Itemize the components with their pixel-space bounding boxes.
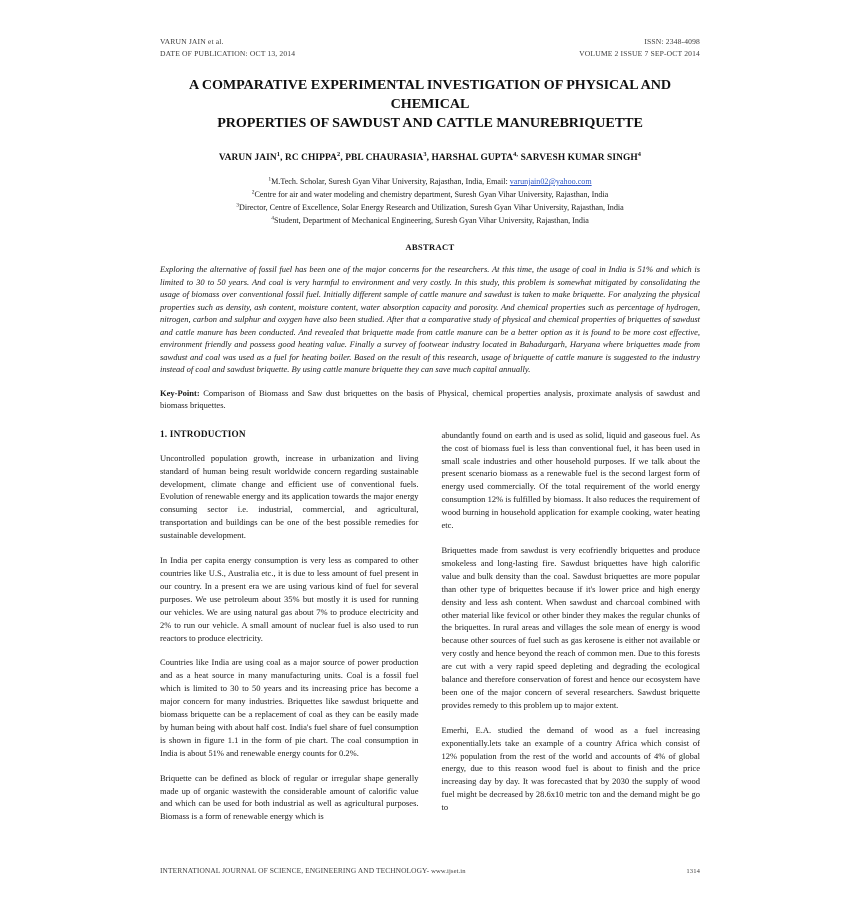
running-head [160, 36, 700, 60]
affiliation-item [160, 201, 700, 214]
paragraph: Briquettes made from sawdust is very ecofriendly briquettes and produce smokeless and long-lasting fire. Sawdust briquettes have high calorific value and bulk density than the coal. Sawdust briquettes are more popular than other type of briquettes because if it's lower price and high energy density and less ash content. When sawdust and charcoal combined with other material like fevicol or other binder they makes the regular chunks of the briquettes. In rural areas and villages the sole mean of energy is wood because other sources of fuel such as gas kerosene is either not available or very costly and hence beyond the reach of common men. Due to this forests are cut with a very rapid speed depleting and degrading the ecological balance and therefore conservation of forest and hence our ecosystem have been one of the major concern of several researchers. Sawdust briquette provides remedy to this problem up to major extent. [441, 544, 700, 710]
running-head-right [579, 36, 700, 60]
running-head-author: VARUN JAIN et al. [160, 37, 224, 46]
keypoint-line [160, 387, 700, 412]
abstract-heading: ABSTRACT [405, 242, 455, 253]
affiliation-marker: 1 [268, 176, 272, 183]
affiliation-text: Director, Centre of Excellence, Solar Energy Research and Utilization, Suresh Gyan Vihar University, Rajasthan, India [239, 203, 624, 213]
affiliation-text: Student, Department of Mechanical Engineering, Suresh Gyan Vihar University, Rajasthan, India [273, 216, 589, 226]
affiliation-marker: 2 [251, 189, 255, 196]
page-footer [160, 866, 700, 875]
article-title-line-2: PROPERTIES OF SAWDUST AND CATTLE MANUREBRIQUETTE [217, 115, 643, 132]
section-heading-introduction: 1. INTRODUCTION [160, 428, 246, 439]
body-columns [160, 429, 700, 824]
abstract-body: Exploring the alternative of fossil fuel has been one of the major concerns for the researchers. At this time, the usage of coal in India is 51% and which is limited to 30 to 50 years. And coal is very harmful to environment and very costly. In this study, this problem is somewhat mitigated by consolidating the usage of biomass over conventional fossil fuel. Initially different sample of cattle manure and sawdust is taken to make briquette. For analyzing the physical properties such as density, ash content, moisture content, water absorption capacity and porosity. And chemical properties such as percentage of hydrogen, nitrogen, carbon and sulphur and oxygen have also been studied. After that a comparative study of physical and chemical properties of briquettes of sawdust and cattle manure has been conducted. And revealed that briquette made from cattle manure can be a better option as it is found to be more cost effective, environment friendly and possess good heating value. Finally a survey of footwear industry located in Bahadurgarh, Haryana where briquettes made from sawdust and coal was used as a fuel for heating boiler. Based on the result of this research, usage of briquette of cattle manure is suggested to the industry instead of coal and sawdust briquette. By using cattle manure briquette they can save much capital annually. [160, 264, 700, 375]
article-title-line-1: A COMPARATIVE EXPERIMENTAL INVESTIGATION OF PHYSICAL AND CHEMICAL [189, 76, 671, 112]
running-head-left [160, 36, 295, 60]
affiliation-list [160, 175, 700, 227]
keypoint-text: Comparison of Biomass and Saw dust briquettes on the basis of Physical, chemical properties analysis, proximate analysis of sawdust and biomass briquettes. [160, 387, 700, 411]
page-title [160, 76, 700, 134]
author-list: VARUN JAIN$^1$, RC CHIPPA$^2$, PBL CHAURASIA$^3$, HARSHAL $GUPTA^{4,}$ SARVESH KUMAR SINGH$^4$ [218, 150, 642, 163]
affiliation-item [160, 175, 700, 188]
issn-text: ISSN: 2348-4098 [644, 37, 700, 46]
affiliation-item [160, 214, 700, 227]
page-number: 1314 [686, 868, 700, 875]
footer-journal-line [160, 866, 466, 875]
paragraph: Emerhi, E.A. studied the demand of wood as a fuel increasing exponentially.lets take an example of a country Africa which consist of 12% population from the rest of the world and accounts of 4% of global energy, due to this reason wood fuel is about to finish and the price increasing day by day. It was forecasted that by 2030 the supply of wood fuel might be decreased by 28.6x10 metric ton and the demand might be go to [441, 724, 700, 813]
volume-issue-text: VOLUME 2 ISSUE 7 SEP-OCT 2014 [579, 48, 700, 58]
affiliation-marker: 4 [271, 215, 274, 222]
footer-journal-name: INTERNATIONAL JOURNAL OF SCIENCE, ENGINEERING AND TECHNOLOGY- [160, 866, 430, 875]
paragraph: Countries like India are using coal as a major source of power production and as a heat source in many manufacturing units. Coal is a fossil fuel which is limited to 30 to 50 years and its increasing price has become a major concern for many industries. Briquettes like sawdust briquette and biomass briquette can be a replacement of coal as they can be easily made by human being with about half cost. India's fuel share of fuel consumption is shown in figure 1.1 in the form of pie chart. The coal consumption in India is about 51% and renewable energy counts for 0.2%. [160, 657, 419, 758]
affiliation-item [160, 188, 700, 201]
affiliation-text: Centre for air and water modeling and chemistry department, Suresh Gyan Vihar University, Rajasthan, India [254, 190, 609, 200]
keypoint-label: Key-Point: [160, 387, 200, 398]
right-column [442, 429, 701, 824]
affiliation-text: M.Tech. Scholar, Suresh Gyan Vihar University, Rajasthan, India, Email: [271, 176, 510, 186]
footer-website: www.ijset.in [431, 868, 466, 875]
affiliation-marker: 3 [236, 202, 239, 209]
paragraph: In India per capita energy consumption is very less as compared to other countries like U.S., Australia etc., it is due to less amount of fuel present in our country. In a present era we are using various kind of fuel for several purposes. We use petroleum about 35% but mostly it is used for running our vehicles. We are using natural gas about 7% to produce electricity and 2% to run our vehicle. A small amount of nuclear fuel is also used to run reactors to produce electricity. [160, 555, 419, 643]
left-column [160, 429, 419, 824]
paragraph: Uncontrolled population growth, increase in urbanization and living standard of human being result worldwide concern regarding sustainable development, climate change and efficient use of conventional fuels. Evolution of renewable energy and its application towards the major energy consuming sector i.e. industrial, commercial, and agricultural, transportation and buildings can be one of the best possible remedies for sustainable development. [160, 452, 419, 541]
running-head-date: DATE OF PUBLICATION: OCT 13, 2014 [160, 48, 296, 58]
paragraph: Briquette can be defined as block of regular or irregular shape generally made up of organic wastewith the considerable amount of calorific value and which can be used for both industrial as well as agricultural purposes. Biomass is a form of renewable energy which is [160, 772, 419, 822]
author-email-link[interactable]: varunjain02@yahoo.com [509, 176, 592, 186]
paragraph: abundantly found on earth and is used as solid, liquid and gaseous fuel. As the cost of biomass fuel is less than conventional fuel, it has been used in small scale industries and other household purposes. If we talk about the present scenario biomass as a renewable fuel is the second largest form of energy used commercially. Of the total requirement of the world energy consumption 12% is fulfilled by biomass. It also reduces the requirement of wood burning in household application for example cooking, water heating etc. [441, 429, 700, 531]
